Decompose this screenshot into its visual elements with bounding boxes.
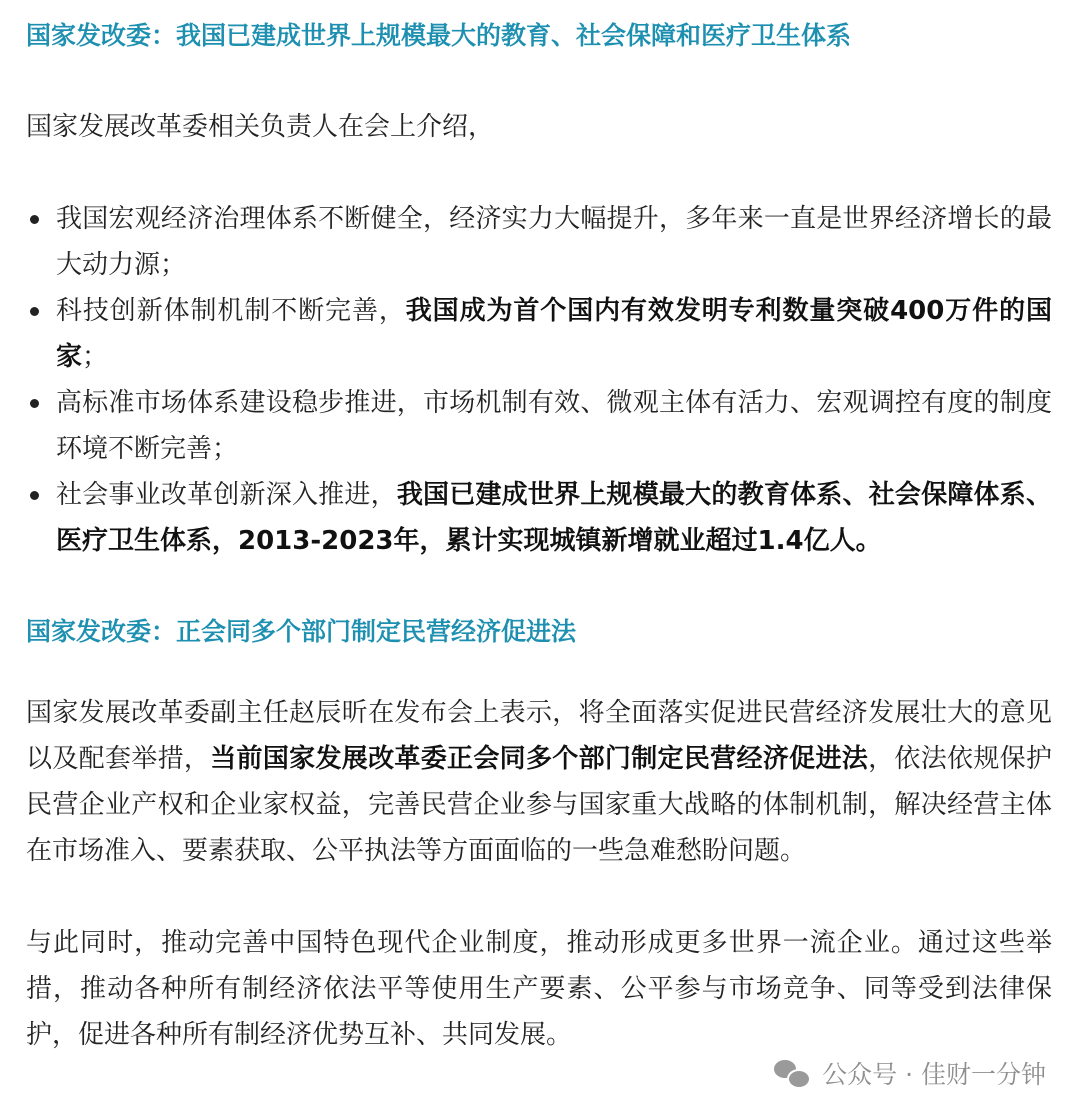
bullet-dot <box>30 399 39 408</box>
wechat-watermark <box>768 1053 1046 1093</box>
section-title-private-economy: 国家发改委：正会同多个部门制定民营经济促进法 <box>26 617 577 646</box>
wechat-icon <box>774 1058 810 1088</box>
list-item <box>26 196 1052 288</box>
list-item-text: 社会事业改革创新深入推进， <box>56 480 397 510</box>
private-economy-paragraph <box>26 690 1052 874</box>
paragraph-bold: 当前国家发展改革委正会同多个部门制定民营经济促进法 <box>210 744 869 774</box>
achievement-list <box>26 196 1052 564</box>
paragraph-text: ，依法依规保护民营企业产权和企业家权益，完善民营企业参与国家重大战略的体制机制，解决经营主体在市场准入、要素获取、公平执法等方面面临的一些急难愁盼问题。 <box>26 744 1052 866</box>
watermark-text: 公众号 · 佳财一分钟 <box>822 1060 1046 1089</box>
article-body <box>26 14 1052 1058</box>
list-item-bold: 我国已建成世界上规模最大的教育体系、社会保障体系、医疗卫生体系，2013-2023年，累计实现城镇新增就业超过1.4亿人。 <box>56 480 1052 556</box>
list-item <box>26 288 1052 380</box>
bullet-dot <box>30 307 39 316</box>
list-item-text: 高标准市场体系建设稳步推进，市场机制有效、微观主体有活力、宏观调控有度的制度环境不断完善； <box>56 388 1052 464</box>
bullet-dot <box>30 215 39 224</box>
lead-paragraph: 国家发展改革委相关负责人在会上介绍， <box>26 112 495 142</box>
list-item <box>26 380 1052 472</box>
paragraph-text: 国家发展改革委副主任赵辰昕在发布会上表示，将全面落实促进民营经济发展壮大的意见以及配套举措， <box>26 698 1052 774</box>
list-item-text: 科技创新体制机制不断完善， <box>56 296 406 326</box>
list-item-tail: ； <box>82 342 109 372</box>
enterprise-system-paragraph: 与此同时，推动完善中国特色现代企业制度，推动形成更多世界一流企业。通过这些举措，推动各种所有制经济依法平等使用生产要素、公平参与市场竞争、同等受到法律保护，促进各种所有制经济优势互补、共同发展。 <box>26 928 1052 1050</box>
list-item-bold: 我国成为首个国内有效发明专利数量突破400万件的国家 <box>56 296 1052 372</box>
list-item-text: 我国宏观经济治理体系不断健全，经济实力大幅提升，多年来一直是世界经济增长的最大动力源； <box>56 204 1052 280</box>
section-title-education: 国家发改委：我国已建成世界上规模最大的教育、社会保障和医疗卫生体系 <box>26 21 852 50</box>
bullet-dot <box>30 491 39 500</box>
list-item <box>26 472 1052 564</box>
